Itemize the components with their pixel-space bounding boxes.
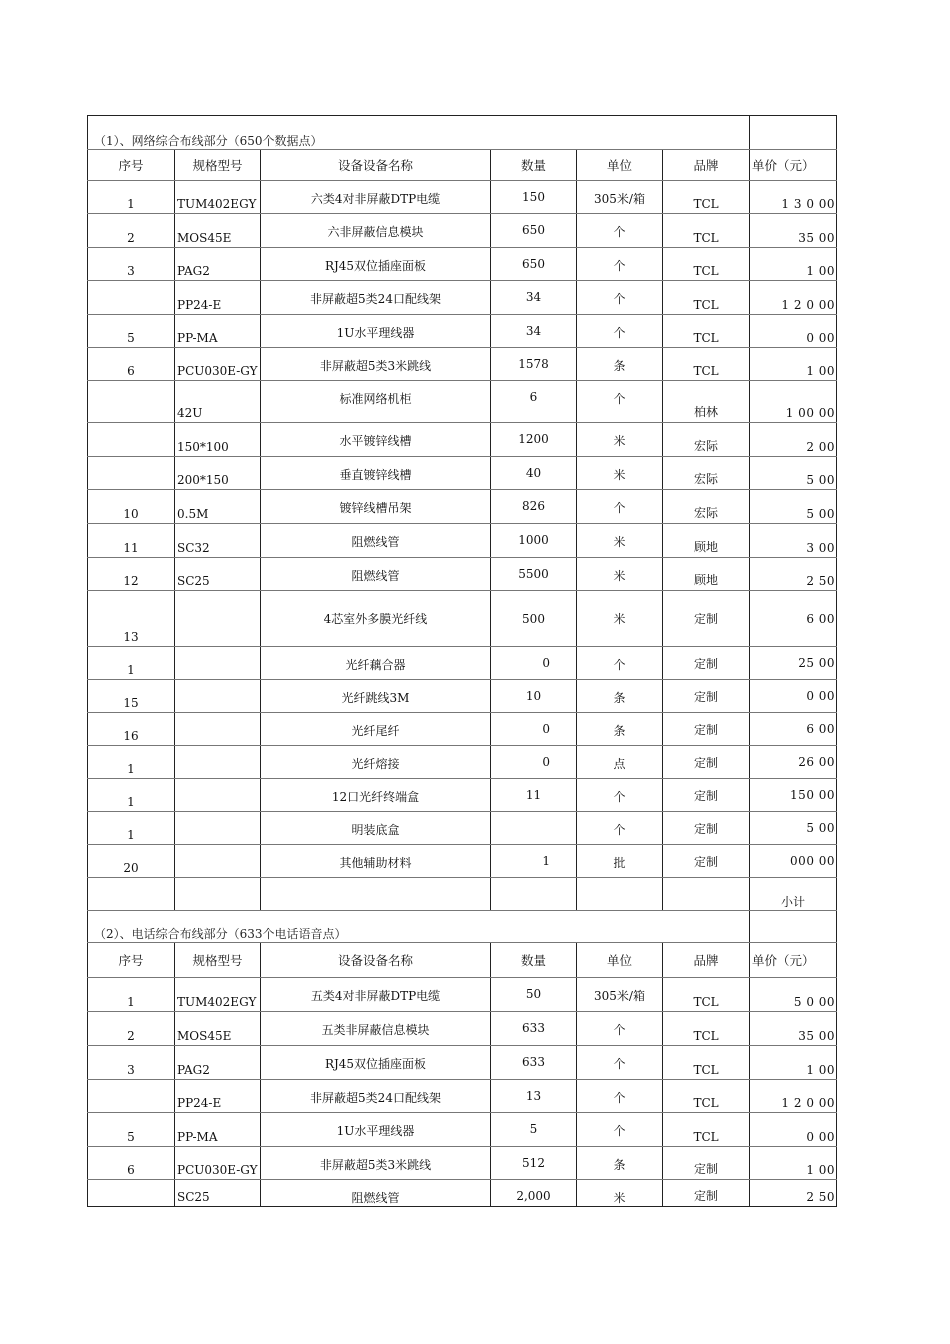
cell-name: 明装底盒	[261, 812, 491, 845]
header-unit: 单位	[577, 943, 663, 978]
empty-cell	[577, 878, 663, 911]
cell-brand: 定制	[663, 746, 750, 779]
cell-no: 2	[88, 214, 175, 248]
table-row	[88, 181, 837, 214]
cell-unit: 个	[577, 647, 663, 680]
header-no: 序号	[88, 150, 175, 181]
table-row	[88, 1012, 837, 1046]
cell-model	[175, 845, 261, 878]
header-price: 单价（元）	[750, 150, 837, 181]
cell-no: 6	[88, 1147, 175, 1180]
cell-unit: 个	[577, 812, 663, 845]
header-name: 设备设备名称	[261, 943, 491, 978]
cell-unit: 米	[577, 457, 663, 490]
cell-unit: 个	[577, 1080, 663, 1113]
cell-qty: 500	[491, 591, 577, 647]
cell-unit: 个	[577, 248, 663, 281]
cell-qty: 13	[491, 1080, 577, 1113]
cell-no: 16	[88, 713, 175, 746]
cell-model: PCU030E-GY	[175, 1147, 261, 1180]
cell-name: RJ45双位插座面板	[261, 248, 491, 281]
empty-cell	[175, 878, 261, 911]
cell-qty: 1200	[491, 423, 577, 457]
cell-model: PAG2	[175, 248, 261, 281]
cell-name: 阻燃线管	[261, 558, 491, 591]
table-row	[88, 381, 837, 423]
cell-unit: 条	[577, 680, 663, 713]
cell-unit: 个	[577, 381, 663, 423]
cell-no: 15	[88, 680, 175, 713]
section-title: （1）、网络综合布线部分（650个数据点）	[88, 116, 750, 150]
cell-unit: 条	[577, 713, 663, 746]
cell-name: 1U水平理线器	[261, 315, 491, 348]
cell-qty: 0	[491, 746, 577, 779]
cell-no: 6	[88, 348, 175, 381]
cell-unit: 批	[577, 845, 663, 878]
table-row	[88, 591, 837, 647]
cell-model: PP24-E	[175, 1080, 261, 1113]
cell-brand: 顾地	[663, 524, 750, 558]
table-row	[88, 1113, 837, 1147]
cell-name: 光纤跳线3M	[261, 680, 491, 713]
cell-name: 水平镀锌线槽	[261, 423, 491, 457]
cell-brand: 定制	[663, 680, 750, 713]
cell-price: 1 3 0 00	[750, 181, 837, 214]
cell-model	[175, 591, 261, 647]
header-name: 设备设备名称	[261, 150, 491, 181]
cell-price: 0 00	[750, 680, 837, 713]
cell-price: 5 0 00	[750, 978, 837, 1012]
cell-name: 非屏蔽超5类24口配线架	[261, 281, 491, 315]
cell-brand: TCL	[663, 978, 750, 1012]
cell-no: 1	[88, 779, 175, 812]
cell-no	[88, 281, 175, 315]
cell-name: 阻燃线管	[261, 1180, 491, 1207]
cell-qty: 1578	[491, 348, 577, 381]
cell-model	[175, 647, 261, 680]
table-row	[88, 713, 837, 746]
cell-unit: 个	[577, 490, 663, 524]
empty-cell	[88, 878, 175, 911]
cell-brand: 定制	[663, 713, 750, 746]
cell-no: 1	[88, 812, 175, 845]
cell-qty	[491, 812, 577, 845]
table-row	[88, 214, 837, 248]
cell-name: 非屏蔽超5类24口配线架	[261, 1080, 491, 1113]
cell-qty: 650	[491, 214, 577, 248]
table-row	[88, 348, 837, 381]
cell-model	[175, 779, 261, 812]
header-qty: 数量	[491, 943, 577, 978]
cell-brand: TCL	[663, 248, 750, 281]
cell-price: 3 00	[750, 524, 837, 558]
cell-brand: 定制	[663, 845, 750, 878]
cell-price: 0 00	[750, 315, 837, 348]
cell-unit: 个	[577, 779, 663, 812]
cell-price: 1 2 0 00	[750, 1080, 837, 1113]
cell-qty: 2,000	[491, 1180, 577, 1207]
cell-no: 10	[88, 490, 175, 524]
cell-qty: 5	[491, 1113, 577, 1147]
cell-brand: TCL	[663, 181, 750, 214]
cell-model: MOS45E	[175, 1012, 261, 1046]
cell-unit: 米	[577, 524, 663, 558]
cell-price: 1 00	[750, 248, 837, 281]
section-title-row	[88, 911, 837, 943]
cell-no: 1	[88, 978, 175, 1012]
cell-name: 12口光纤终端盒	[261, 779, 491, 812]
cell-qty: 0	[491, 713, 577, 746]
cell-price: 26 00	[750, 746, 837, 779]
cabling-table	[87, 115, 837, 1207]
subtotal-label: 小计	[750, 878, 837, 911]
cell-name: 五类4对非屏蔽DTP电缆	[261, 978, 491, 1012]
table-row	[88, 746, 837, 779]
cell-price: 35 00	[750, 1012, 837, 1046]
cell-price: 6 00	[750, 713, 837, 746]
header-unit: 单位	[577, 150, 663, 181]
cell-no: 1	[88, 746, 175, 779]
cell-name: 垂直镀锌线槽	[261, 457, 491, 490]
cell-no: 2	[88, 1012, 175, 1046]
cell-price: 5 00	[750, 490, 837, 524]
cell-no: 13	[88, 591, 175, 647]
cell-no: 1	[88, 647, 175, 680]
section-title-row	[88, 116, 837, 150]
cell-name: 4芯室外多膜光纤线	[261, 591, 491, 647]
cell-qty: 5500	[491, 558, 577, 591]
cell-qty: 512	[491, 1147, 577, 1180]
cell-qty: 826	[491, 490, 577, 524]
cell-model: 42U	[175, 381, 261, 423]
table-row	[88, 490, 837, 524]
cell-model: 200*150	[175, 457, 261, 490]
cell-brand: TCL	[663, 214, 750, 248]
cell-brand: TCL	[663, 348, 750, 381]
cell-brand: 顾地	[663, 558, 750, 591]
cell-price: 2 50	[750, 1180, 837, 1207]
spreadsheet	[87, 115, 836, 1207]
table-row	[88, 845, 837, 878]
cell-unit: 点	[577, 746, 663, 779]
header-brand: 品牌	[663, 943, 750, 978]
cell-brand: TCL	[663, 315, 750, 348]
cell-no: 1	[88, 181, 175, 214]
cell-no: 3	[88, 1046, 175, 1080]
cell-price: 35 00	[750, 214, 837, 248]
cell-brand: 定制	[663, 647, 750, 680]
cell-price: 25 00	[750, 647, 837, 680]
cell-model: 0.5M	[175, 490, 261, 524]
cell-name: 标准网络机柜	[261, 381, 491, 423]
cell-no: 5	[88, 315, 175, 348]
cell-brand: 定制	[663, 1180, 750, 1207]
cell-brand: 宏际	[663, 423, 750, 457]
cell-qty: 10	[491, 680, 577, 713]
cell-model	[175, 713, 261, 746]
cell-no	[88, 1180, 175, 1207]
header-brand: 品牌	[663, 150, 750, 181]
table-row	[88, 1180, 837, 1207]
blank-row	[88, 878, 837, 911]
table-row	[88, 779, 837, 812]
cell-qty: 34	[491, 315, 577, 348]
cell-price: 1 00	[750, 1147, 837, 1180]
cell-unit: 个	[577, 214, 663, 248]
cell-name: 其他辅助材料	[261, 845, 491, 878]
empty-cell	[750, 116, 837, 150]
table-row	[88, 457, 837, 490]
cell-name: 非屏蔽超5类3米跳线	[261, 348, 491, 381]
cell-model: PP-MA	[175, 1113, 261, 1147]
cell-brand: TCL	[663, 1012, 750, 1046]
cell-model: PP24-E	[175, 281, 261, 315]
cell-unit: 米	[577, 591, 663, 647]
cell-brand: TCL	[663, 1113, 750, 1147]
cell-model	[175, 746, 261, 779]
cell-brand: TCL	[663, 1080, 750, 1113]
cell-unit: 条	[577, 348, 663, 381]
cell-qty: 34	[491, 281, 577, 315]
cell-qty: 50	[491, 978, 577, 1012]
header-qty: 数量	[491, 150, 577, 181]
cell-price: 6 00	[750, 591, 837, 647]
cell-no: 12	[88, 558, 175, 591]
cell-price: 5 00	[750, 812, 837, 845]
empty-cell	[750, 911, 837, 943]
cell-price: 0 00	[750, 1113, 837, 1147]
cell-unit: 个	[577, 1046, 663, 1080]
cell-unit: 个	[577, 1113, 663, 1147]
cell-unit: 个	[577, 281, 663, 315]
cell-model	[175, 812, 261, 845]
table-row	[88, 1046, 837, 1080]
cell-name: 非屏蔽超5类3米跳线	[261, 1147, 491, 1180]
cell-model: TUM402EGY	[175, 978, 261, 1012]
header-price: 单价（元）	[750, 943, 837, 978]
table-row	[88, 1147, 837, 1180]
cell-model: MOS45E	[175, 214, 261, 248]
cell-qty: 650	[491, 248, 577, 281]
cell-price: 1 2 0 00	[750, 281, 837, 315]
cell-price: 1 00	[750, 1046, 837, 1080]
table-row	[88, 281, 837, 315]
cell-qty: 150	[491, 181, 577, 214]
table-row	[88, 558, 837, 591]
cell-no: 20	[88, 845, 175, 878]
cell-qty: 1	[491, 845, 577, 878]
cell-unit: 米	[577, 1180, 663, 1207]
cell-qty: 11	[491, 779, 577, 812]
cell-no: 3	[88, 248, 175, 281]
cell-model	[175, 680, 261, 713]
cell-brand: TCL	[663, 1046, 750, 1080]
cell-price: 000 00	[750, 845, 837, 878]
cell-brand: 宏际	[663, 457, 750, 490]
cell-model: PP-MA	[175, 315, 261, 348]
cell-price: 5 00	[750, 457, 837, 490]
cell-qty: 0	[491, 647, 577, 680]
cell-name: 光纤藕合器	[261, 647, 491, 680]
cell-model: PAG2	[175, 1046, 261, 1080]
header-row	[88, 150, 837, 181]
empty-cell	[663, 878, 750, 911]
cell-name: 阻燃线管	[261, 524, 491, 558]
cell-brand: 定制	[663, 812, 750, 845]
cell-brand: 定制	[663, 1147, 750, 1180]
empty-cell	[491, 878, 577, 911]
cell-qty: 1000	[491, 524, 577, 558]
cell-no	[88, 423, 175, 457]
cell-unit: 米	[577, 558, 663, 591]
table-row	[88, 978, 837, 1012]
cell-name: 六类4对非屏蔽DTP电缆	[261, 181, 491, 214]
table-row	[88, 248, 837, 281]
cell-qty: 6	[491, 381, 577, 423]
cell-brand: TCL	[663, 281, 750, 315]
table-row	[88, 647, 837, 680]
cell-price: 150 00	[750, 779, 837, 812]
cell-unit: 个	[577, 1012, 663, 1046]
cell-model: SC32	[175, 524, 261, 558]
cell-name: 六非屏蔽信息模块	[261, 214, 491, 248]
header-no: 序号	[88, 943, 175, 978]
cell-model: PCU030E-GY	[175, 348, 261, 381]
table-row	[88, 524, 837, 558]
cell-model: SC25	[175, 558, 261, 591]
cell-price: 1 00 00	[750, 381, 837, 423]
cell-price: 2 50	[750, 558, 837, 591]
cell-qty: 633	[491, 1012, 577, 1046]
cell-no	[88, 1080, 175, 1113]
header-row	[88, 943, 837, 978]
cell-qty: 40	[491, 457, 577, 490]
section-title: （2）、电话综合布线部分（633个电话语音点）	[88, 911, 750, 943]
cell-model: 150*100	[175, 423, 261, 457]
cell-unit: 条	[577, 1147, 663, 1180]
table-row	[88, 812, 837, 845]
cell-name: 镀锌线槽吊架	[261, 490, 491, 524]
empty-cell	[261, 878, 491, 911]
cell-name: 五类非屏蔽信息模块	[261, 1012, 491, 1046]
cell-brand: 定制	[663, 779, 750, 812]
cell-name: 1U水平理线器	[261, 1113, 491, 1147]
cell-brand: 宏际	[663, 490, 750, 524]
table-row	[88, 423, 837, 457]
table-row	[88, 315, 837, 348]
header-model: 规格型号	[175, 150, 261, 181]
header-model: 规格型号	[175, 943, 261, 978]
cell-unit: 305米/箱	[577, 978, 663, 1012]
table-row	[88, 1080, 837, 1113]
cell-no	[88, 381, 175, 423]
cell-unit: 个	[577, 315, 663, 348]
cell-price: 2 00	[750, 423, 837, 457]
cell-no: 11	[88, 524, 175, 558]
cell-qty: 633	[491, 1046, 577, 1080]
cell-brand: 定制	[663, 591, 750, 647]
cell-model: SC25	[175, 1180, 261, 1207]
cell-name: RJ45双位插座面板	[261, 1046, 491, 1080]
cell-price: 1 00	[750, 348, 837, 381]
cell-model: TUM402EGY	[175, 181, 261, 214]
cell-brand: 柏林	[663, 381, 750, 423]
cell-no: 5	[88, 1113, 175, 1147]
table-row	[88, 680, 837, 713]
cell-unit: 305米/箱	[577, 181, 663, 214]
cell-name: 光纤熔接	[261, 746, 491, 779]
cell-unit: 米	[577, 423, 663, 457]
cell-no	[88, 457, 175, 490]
cell-name: 光纤尾纤	[261, 713, 491, 746]
